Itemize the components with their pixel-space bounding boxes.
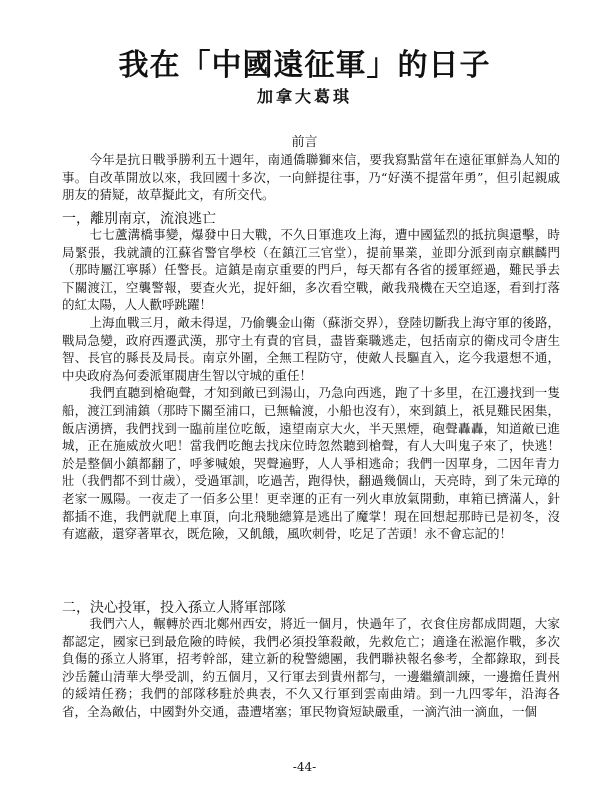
section-1-paragraph-2: 上海血戰三月，敵未得逞，乃偷襲金山衛（蘇浙交界），登陸切斷我上海守軍的後路，戰局急變，政府西遷武漢，那守土有責的官員，盡皆棄職逃走，包括南京的衛戍司令唐生智、長官的縣長及局長。南京外圍，全無工程防守，使敵人長驅直入，迄今我還想不通，中央政府為何委派軍閥唐生智以守城的重任！: [62, 314, 560, 383]
preface-block: [62, 151, 560, 204]
section-1-paragraph-3: 我們直聽到槍砲聲，才知到敵已到湯山，乃急向西逃，跑了十多里，在江邊找到一隻船，渡江到浦鎮（那時下關至浦口，已無輪渡，小船也沒有），來到鎮上，祇見難民困集，飯店湧擠，我們找到一臨前崖位吃飯，遠望南京大火，半天黑煙，砲聲轟轟，知道敵已進城，正在施威放火吧！當我們吃飽去找床位時忽然聽到槍聲，有人大叫鬼子來了，快逃！於是整個小鎮都翻了，呼爹喊娘，哭聲遍野，人人爭相逃命；我們一因單身，二因年青力壯（我們都不到廿歲），受過軍訓，吃過苦，跑得快，翻過幾個山，天亮時，到了朱元璋的老家一鳳陽。一夜走了一佰多公里！更幸運的正有一列火車放氣開動，車箱已擠滿人，針都插不進，我們就爬上車頂，向北飛馳總算是逃出了魔掌！現在回想起那時已是初冬，沒有遮蔽，還穿著單衣，既危險，又飢餓，風吹刺骨，吃足了苦頭！永不會忘記的！: [62, 385, 560, 542]
section-heading-1: 一，離別南京，流浪逃亡: [62, 211, 216, 227]
preface-heading: 前言: [291, 135, 318, 150]
author-line: 加拿大葛琪: [256, 87, 352, 106]
section-heading-2: 二，決心投軍，投入孫立人將軍部隊: [62, 600, 286, 616]
section-1-paragraph-1: 七七蘆溝橋事變，爆發中日大戰，不久日軍進攻上海，遭中國猛烈的抵抗與還擊，時局緊張，我就讀的江蘇省警官學校（在鎮江三官堂），提前畢業，並即分派到南京麒麟門（那時屬江寧縣）任警長。這鎮是南京重要的門戶，每天都有各省的援軍經過，難民爭去下關渡江，空襲警報，要查火光，捉奸細，多次看空戰，敵我飛機在天空追逐，看到打落的紅太陽，人人歡呼跳躍！: [62, 227, 560, 313]
article-title: 我在「中國遠征軍」的日子: [118, 48, 491, 83]
section-2-body: [62, 615, 560, 721]
page-number: -44-: [292, 760, 317, 774]
section-1-body: [62, 226, 560, 543]
section-2-paragraph-1: 我們六人，輾轉於西北鄭州西安，將近一個月，快過年了，衣食住房都成問題，大家都認定，國家已到最危險的時候，我們必須投筆殺敵，先救危亡；適逢在淞滬作戰，多次負傷的孫立人將軍，招考幹部，建立新的稅警總團，我們聯袂報名參考，全都錄取，到長沙岳麓山清華大學受訓，約五個月，又行軍去到貴州都勻，一邊繼續訓練，一邊擔任貴州的綏靖任務；我們的部隊移駐於典表，不久又行軍到雲南曲靖。到一九四零年，沿海各省，全為敵佔，中國對外交通，盡遭堵塞；軍民物資短缺嚴重，一滴汽油一滴血，一個: [62, 616, 560, 719]
preface-paragraph: 今年是抗日戰爭勝利五十週年，南通僑聯獅來信，要我寫點當年在遠征軍鮮為人知的事。自改革開放以來，我回國十多次，一向鮮提往事，乃“好漢不提當年勇”，但引起親戚朋友的猜疑，故草擬此文，有所交代。: [62, 152, 560, 203]
